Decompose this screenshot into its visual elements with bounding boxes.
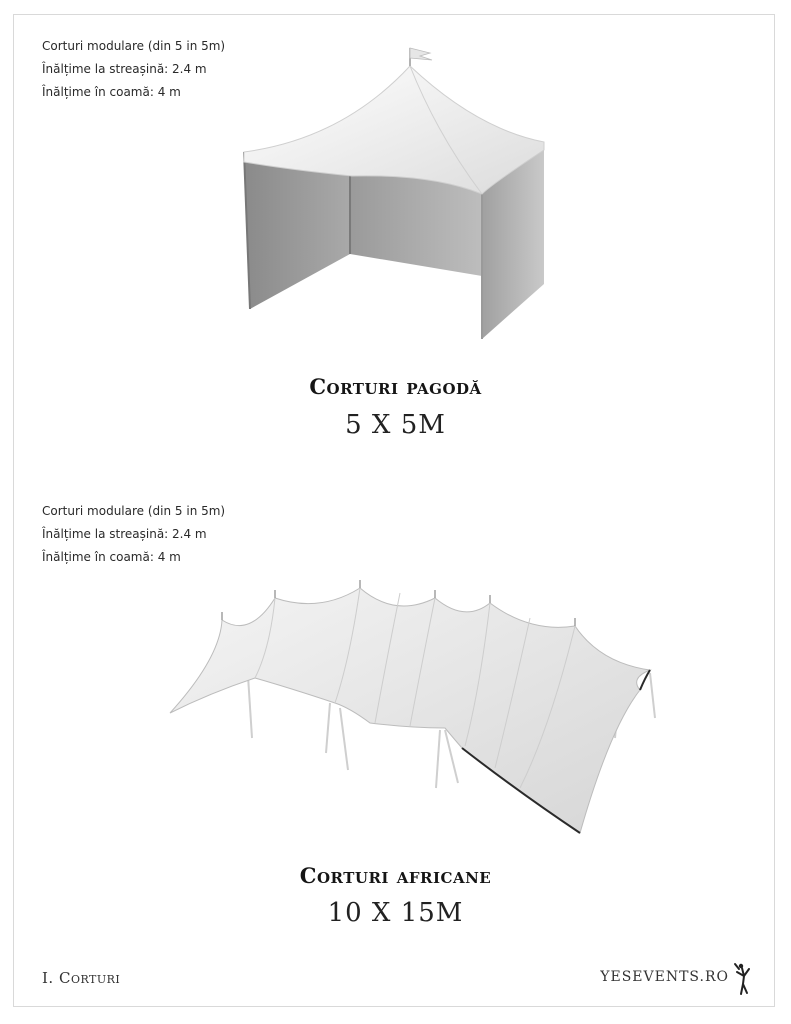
- spec-line: Corturi modulare (din 5 in 5m): [42, 39, 226, 53]
- product-title-pagoda: Corturi pagodă: [309, 374, 482, 399]
- spec-line: Înălțime la streașină: 2.4 m: [42, 527, 207, 541]
- spec-line: Înălțime în coamă: 4 m: [42, 550, 181, 564]
- spec-line: Înălțime în coamă: 4 m: [42, 85, 181, 99]
- spec-line: Înălțime la streașină: 2.4 m: [42, 62, 207, 76]
- product-specs-pagoda: [42, 35, 225, 104]
- pagoda-tent-illustration: [232, 44, 552, 344]
- site-name[interactable]: YESEVENTS.RO: [600, 969, 729, 985]
- section-label: I. Corturi: [42, 969, 121, 987]
- dancer-logo-icon: [733, 960, 753, 998]
- spec-line: Corturi modulare (din 5 in 5m): [42, 504, 226, 518]
- stretch-tent-illustration: [160, 578, 670, 843]
- product-size-africane: 10 X 15M: [327, 898, 464, 928]
- product-size-pagoda: 5 X 5M: [345, 410, 446, 440]
- product-specs-africane: [42, 500, 225, 569]
- product-title-africane: Corturi africane: [299, 863, 492, 888]
